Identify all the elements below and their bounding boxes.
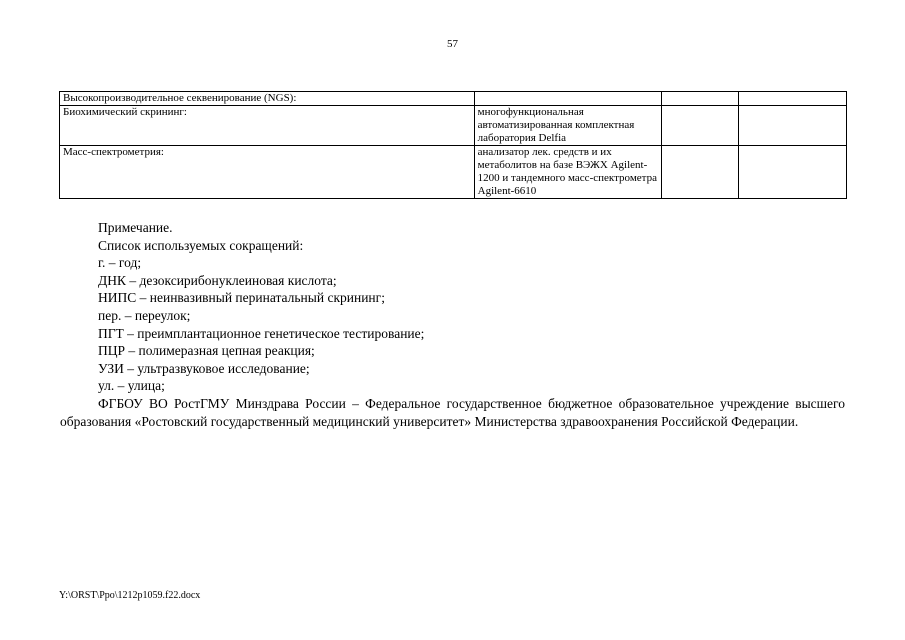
table-cell-empty [661,106,738,146]
abbreviation-item: ПГТ – преимплантационное генетическое тестирование; [98,325,425,341]
table-cell-equipment [474,92,661,106]
table-cell-empty [661,146,738,199]
table-cell-equipment: анализатор лек. средств и их метаболитов на базе ВЭЖХ Agilent-1200 и тандемного масс-спектрометра Agilent-6610 [474,146,661,199]
abbreviation-item: УЗИ – ультразвуковое исследование; [98,360,310,376]
table-cell-empty [739,92,847,106]
table-cell-label: Биохимический скрининг: [60,106,475,146]
table-cell-empty [661,92,738,106]
abbreviation-final-paragraph: ФГБОУ ВО РостГМУ Минздрава России – Федеральное государственное бюджетное образовательное учреждение высшего образования «Ростовский государственный медицинский университет» Министерства здравоохранения Российской Федерации. [60,395,845,429]
abbreviations-intro: Список используемых сокращений: [98,237,304,253]
page-number: 57 [447,38,458,50]
table-cell-label: Масс-спектрометрия: [60,146,475,199]
equipment-table [59,91,847,199]
table-row [60,92,847,106]
table-cell-equipment: многофункциональная автоматизированная комплектная лаборатория Delfia [474,106,661,146]
abbreviation-item: г. – год; [98,255,142,271]
abbreviation-item: НИПС – неинвазивный перинатальный скрининг; [98,290,385,306]
table-row [60,146,847,199]
notes-title: Примечание. [98,220,173,235]
table-cell-label: Высокопроизводительное секвенирование (NGS): [60,92,475,106]
table-cell-empty [739,106,847,146]
abbreviation-item: ул. – улица; [98,378,165,394]
notes-section [60,219,845,430]
footer-file-path: Y:\ORST\Ppo\1212p1059.f22.docx [59,590,201,601]
table-cell-empty [739,146,847,199]
abbreviation-item: пер. – переулок; [98,307,191,323]
table-row [60,106,847,146]
abbreviation-item: ДНК – дезоксирибонуклеиновая кислота; [98,272,337,288]
abbreviation-item: ПЦР – полимеразная цепная реакция; [98,343,315,359]
